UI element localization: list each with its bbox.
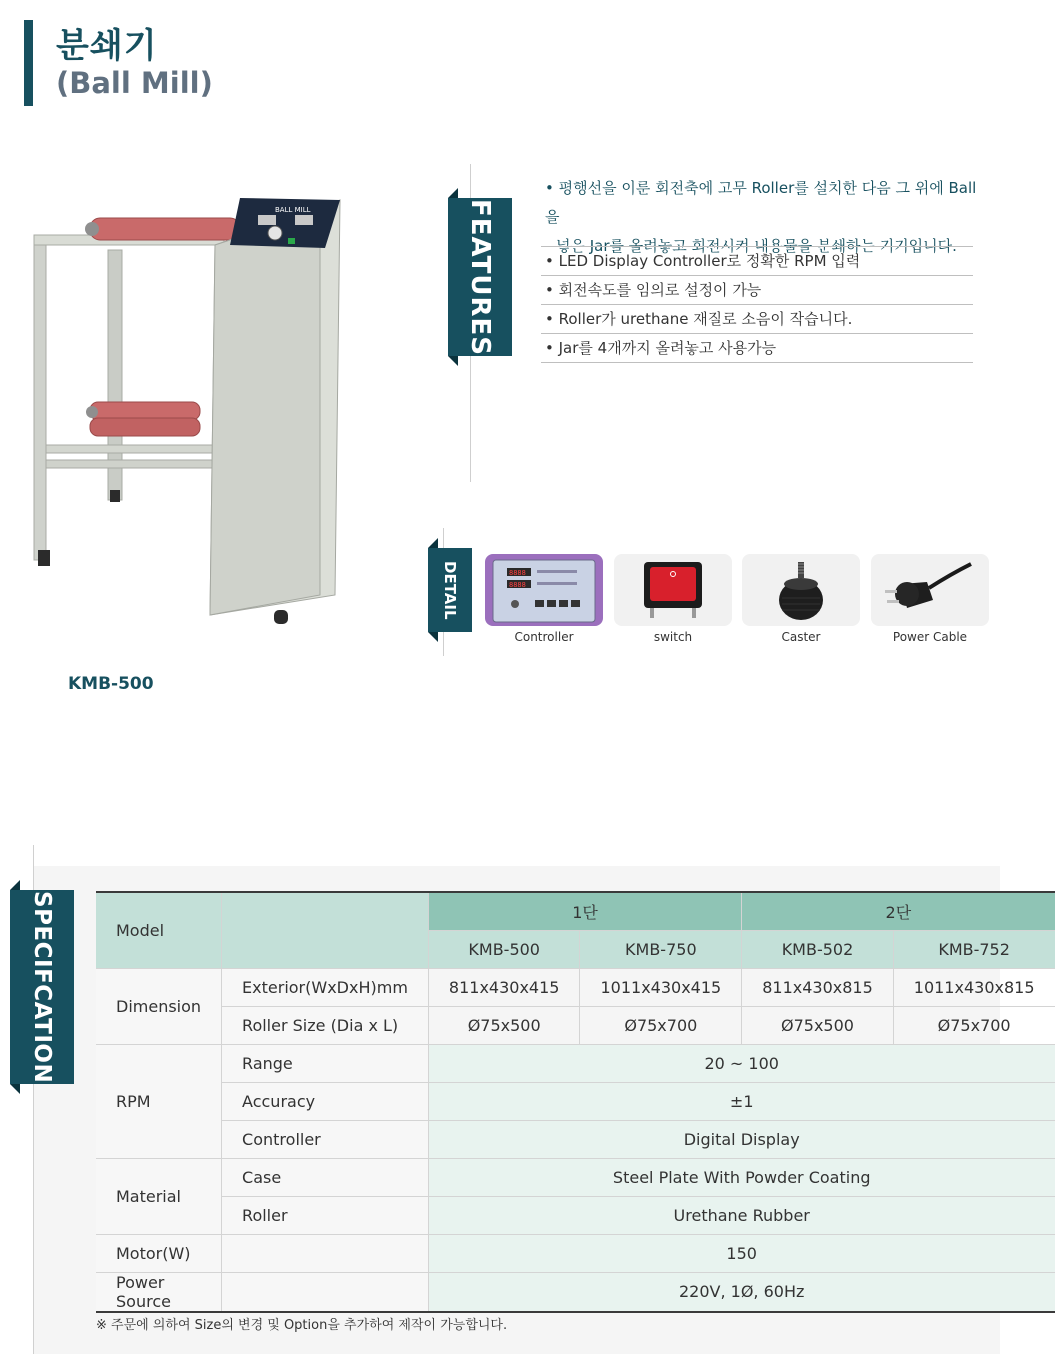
table-row — [96, 1006, 1055, 1044]
spec-table — [96, 891, 1055, 1313]
table-row — [96, 1196, 1055, 1234]
table-cell: 1011x430x415 — [580, 968, 742, 1006]
features-ribbon: FEATURES — [448, 198, 512, 356]
feature-item: • Roller가 urethane 재질로 소음이 작습니다. — [541, 305, 973, 334]
table-row — [96, 1044, 1055, 1082]
model-kmb-750: KMB-750 — [580, 930, 742, 968]
group-header-2: 2단 — [742, 892, 1055, 930]
model-kmb-502: KMB-502 — [742, 930, 894, 968]
table-row — [96, 1272, 1055, 1312]
dimension-label: Dimension — [96, 968, 222, 1044]
motor-label: Motor(W) — [96, 1234, 222, 1272]
detail-card-controller — [485, 554, 603, 626]
svg-text:8888: 8888 — [509, 569, 526, 577]
model-kmb-752: KMB-752 — [893, 930, 1054, 968]
page-subtitle: (Ball Mill) — [56, 66, 213, 100]
feature-item: • LED Display Controller로 정확한 RPM 입력 — [541, 247, 973, 276]
features-summary-line-1: • 평행선을 이룬 회전축에 고무 Roller를 설치한 다음 그 위에 Ball을 — [545, 174, 985, 232]
controller-label: Controller — [222, 1120, 429, 1158]
table-cell: 811x430x415 — [428, 968, 580, 1006]
power-plug-icon — [871, 554, 989, 626]
case-value: Steel Plate With Powder Coating — [428, 1158, 1054, 1196]
blank-cell — [222, 1234, 429, 1272]
detail-caption-switch: switch — [653, 630, 693, 644]
table-cell: Ø75x500 — [742, 1006, 894, 1044]
panel-label: BALL MILL — [275, 206, 311, 214]
table-cell: Ø75x700 — [893, 1006, 1054, 1044]
accuracy-label: Accuracy — [222, 1082, 429, 1120]
model-header: Model — [96, 892, 222, 968]
detail-caption-caster: Caster — [781, 630, 821, 644]
table-cell: 811x430x815 — [742, 968, 894, 1006]
features-summary-line-2: 넣은 Jar를 올려놓고 회전시켜 내용물을 분쇄하는 기기입니다. — [556, 237, 957, 255]
feature-item: • 회전속도를 임의로 설정이 가능 — [541, 276, 973, 305]
product-model-label: KMB-500 — [68, 674, 154, 694]
table-cell: 1011x430x815 — [893, 968, 1054, 1006]
material-label: Material — [96, 1158, 222, 1234]
model-kmb-500: KMB-500 — [428, 930, 580, 968]
detail-card-power-cable — [871, 554, 989, 626]
group-header-1: 1단 — [428, 892, 741, 930]
blank-cell — [222, 1272, 429, 1312]
range-value: 20 ~ 100 — [428, 1044, 1054, 1082]
rocker-switch-icon — [614, 554, 732, 626]
table-cell: Ø75x500 — [428, 1006, 580, 1044]
features-list — [541, 246, 973, 363]
power-label: Power Source — [96, 1272, 222, 1312]
motor-value: 150 — [428, 1234, 1054, 1272]
controller-icon — [485, 554, 603, 626]
table-row — [96, 1082, 1055, 1120]
spec-ribbon: SPECIFCATION — [10, 890, 74, 1084]
detail-caption-controller: Controller — [514, 630, 574, 644]
roller-size-label: Roller Size (Dia x L) — [222, 1006, 429, 1044]
detail-card-caster — [742, 554, 860, 626]
blank-header — [222, 892, 429, 968]
feature-item: • Jar를 4개까지 올려놓고 사용가능 — [541, 334, 973, 363]
range-label: Range — [222, 1044, 429, 1082]
roller-material-label: Roller — [222, 1196, 429, 1234]
title-accent-bar — [24, 20, 33, 106]
table-cell: Ø75x700 — [580, 1006, 742, 1044]
rpm-label: RPM — [96, 1044, 222, 1158]
accuracy-value: ±1 — [428, 1082, 1054, 1120]
detail-card-switch — [614, 554, 732, 626]
detail-caption-power-cable: Power Cable — [892, 630, 968, 644]
caster-icon — [742, 554, 860, 626]
exterior-label: Exterior(WxDxH)mm — [222, 968, 429, 1006]
controller-value: Digital Display — [428, 1120, 1054, 1158]
table-row — [96, 1120, 1055, 1158]
case-label: Case — [222, 1158, 429, 1196]
table-row — [96, 1234, 1055, 1272]
spec-note: ※ 주문에 의하여 Size의 변경 및 Option을 추가하여 제작이 가능합니다. — [96, 1318, 508, 1333]
table-row — [96, 968, 1055, 1006]
detail-ribbon: DETAIL — [428, 548, 472, 632]
table-row — [96, 892, 1055, 930]
power-value: 220V, 1Ø, 60Hz — [428, 1272, 1054, 1312]
roller-material-value: Urethane Rubber — [428, 1196, 1054, 1234]
page-title: 분쇄기 — [56, 26, 158, 66]
svg-text:8888: 8888 — [509, 581, 526, 589]
ball-mill-illustration — [30, 190, 350, 640]
table-row — [96, 1158, 1055, 1196]
